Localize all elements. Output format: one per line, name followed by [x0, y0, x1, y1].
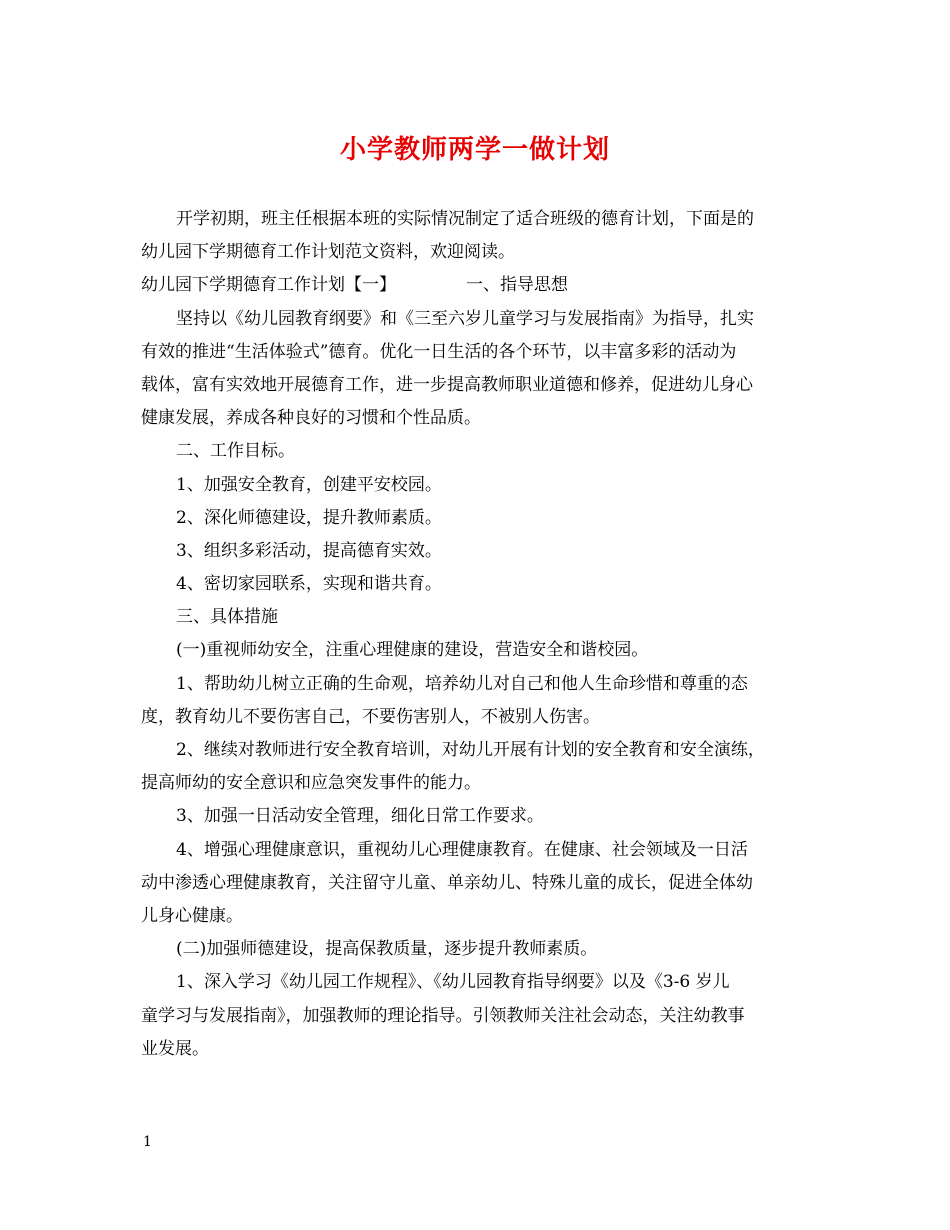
document-title: 小学教师两学一做计划 — [339, 135, 610, 165]
paragraph-line: 坚持以《幼儿园教育纲要》和《三至六岁儿童学习与发展指南》为指导，扎实 — [176, 308, 754, 329]
goal-item: 2、深化师德建设，提升教师素质。 — [176, 507, 442, 528]
page-number: 1 — [143, 1134, 152, 1150]
paragraph-line: 载体，富有实效地开展德育工作，进一步提高教师职业道德和修养，促进幼儿身心 — [141, 374, 753, 395]
paragraph-line: 1、深入学习《幼儿园工作规程》、《幼儿园教育指导纲要》以及《3-6 岁儿 — [176, 972, 730, 993]
intro-line: 幼儿园下学期德育工作计划范文资料，欢迎阅读。 — [141, 242, 515, 263]
subsection-heading: (二)加强师德建设，提高保教质量，逐步提升教师素质。 — [176, 939, 598, 960]
goal-item: 1、加强安全教育，创建平安校园。 — [176, 474, 442, 495]
plan-heading: 幼儿园下学期德育工作计划【一】 — [141, 275, 396, 296]
plan-heading-line — [141, 269, 813, 302]
goal-item: 4、密切家园联系，实现和谐共育。 — [176, 574, 442, 595]
paragraph-line: 2、继续对教师进行安全教育培训，对幼儿开展有计划的安全教育和安全演练， — [176, 740, 765, 760]
intro-line: 开学初期，班主任根据本班的实际情况制定了适合班级的德育计划，下面是的 — [176, 209, 754, 229]
section-heading-work-goals: 二、工作目标。 — [176, 441, 295, 462]
paragraph-line: 健康发展，养成各种良好的习惯和个性品质。 — [141, 408, 481, 429]
subsection-heading: (一)重视师幼安全，注重心理健康的建设，营造安全和谐校园。 — [176, 640, 649, 661]
paragraph-line: 童学习与发展指南》，加强教师的理论指导。引领教师关注社会动态，关注幼教事 — [141, 1005, 745, 1026]
paragraph-line: 度，教育幼儿不要伤害自己，不要伤害别人，不被别人伤害。 — [141, 706, 600, 727]
paragraph-line: 有效的推进“生活体验式”德育。优化一日生活的各个环节，以丰富多彩的活动为 — [141, 341, 737, 362]
goal-item: 3、组织多彩活动，提高德育实效。 — [176, 540, 442, 561]
section-heading-guiding-ideology: 一、指导思想 — [466, 275, 568, 296]
paragraph-line: 提高师幼的安全意识和应急突发事件的能力。 — [141, 773, 481, 794]
paragraph-line: 业发展。 — [141, 1038, 209, 1059]
paragraph-line: 儿身心健康。 — [141, 905, 243, 926]
paragraph-line: 动中渗透心理健康教育，关注留守儿童、单亲幼儿、特殊儿童的成长，促进全体幼 — [141, 872, 753, 893]
paragraph-line: 1、帮助幼儿树立正确的生命观，培养幼儿对自己和他人生命珍惜和尊重的态 — [176, 673, 748, 694]
document-body — [141, 203, 813, 1066]
paragraph-line: 3、加强一日活动安全管理，细化日常工作要求。 — [176, 806, 544, 827]
section-heading-measures: 三、具体措施 — [176, 607, 278, 628]
paragraph-line: 4、增强心理健康意识，重视幼儿心理健康教育。在健康、社会领域及一日活 — [176, 839, 748, 860]
